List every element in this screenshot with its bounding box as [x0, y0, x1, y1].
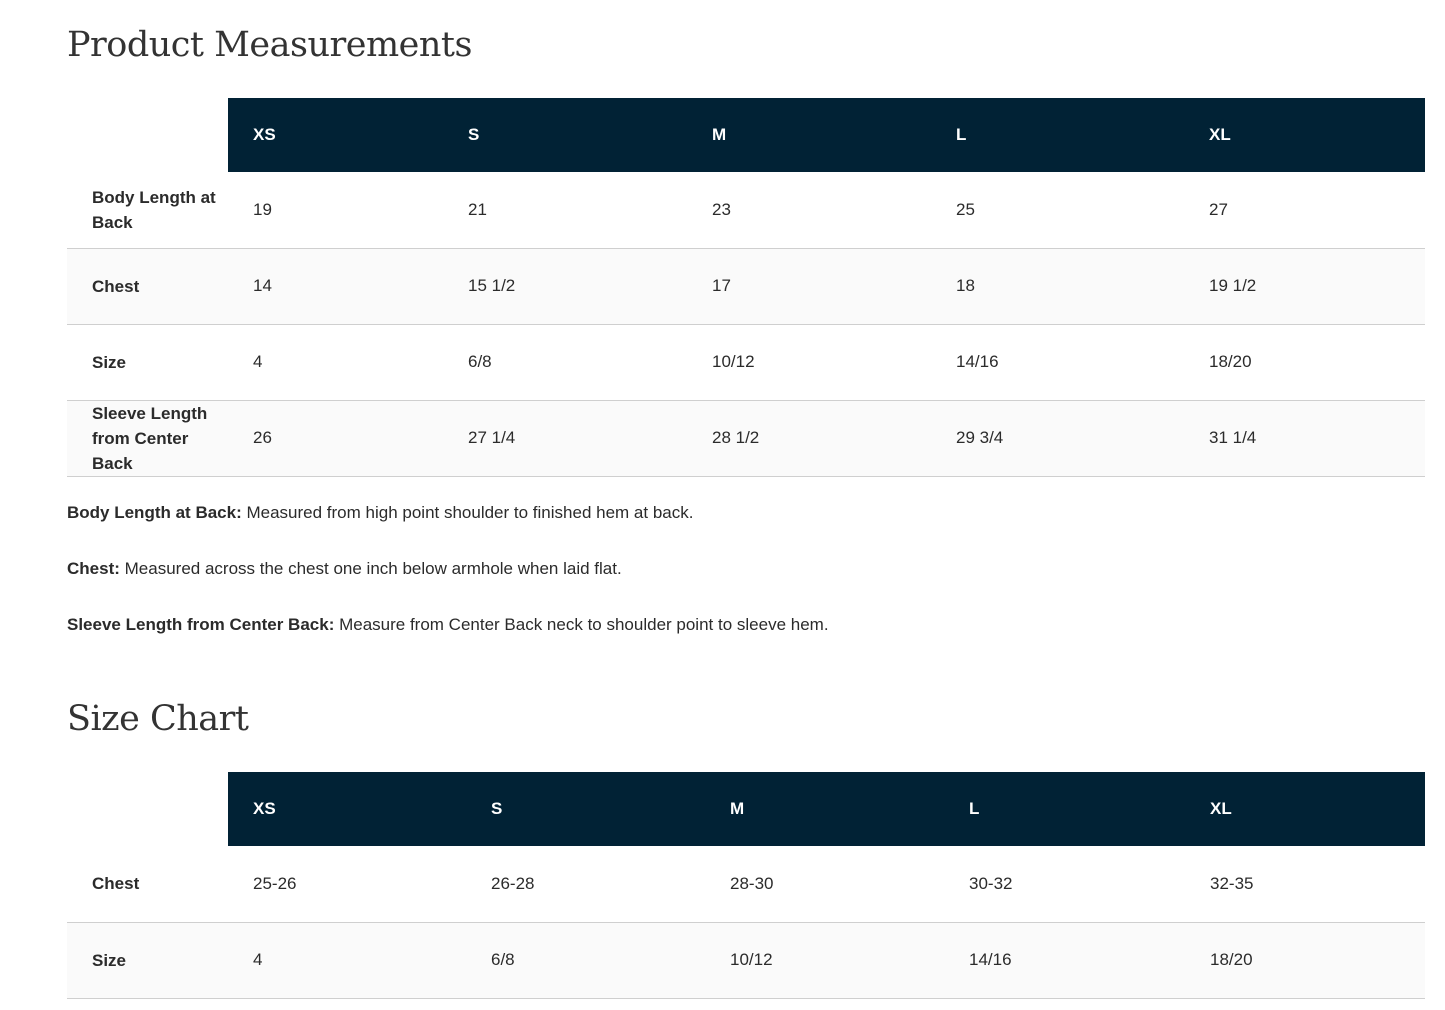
- table-cell: 25-26: [253, 873, 297, 893]
- size-column-header: XS: [228, 98, 443, 172]
- size-column-header: XS: [228, 772, 466, 846]
- table-cell: 19 1/2: [1209, 276, 1257, 295]
- size-column-header: M: [705, 772, 944, 846]
- note-term: Body Length at Back:: [67, 503, 242, 522]
- table-cell: 18/20: [1209, 352, 1252, 371]
- row-label: Size: [92, 352, 127, 372]
- size-column-header: XL: [1185, 772, 1425, 846]
- size-column-header: S: [466, 772, 705, 846]
- table-cell: 27: [1209, 199, 1228, 219]
- table-cell: 21: [468, 199, 487, 219]
- size-column-header: L: [931, 98, 1184, 172]
- table-cell: 28 1/2: [712, 428, 760, 447]
- table-cell: 23: [712, 199, 731, 219]
- note-term: Sleeve Length from Center Back:: [67, 615, 335, 634]
- table-cell: 28-30: [730, 873, 774, 893]
- table-corner-cell: [67, 772, 228, 846]
- table-cell: 4: [253, 950, 263, 969]
- table-cell: 32-35: [1210, 873, 1254, 893]
- row-label: Sleeve Length from Center Back: [92, 403, 208, 473]
- table-cell: 26: [253, 428, 272, 447]
- note-sleeve-length: [67, 614, 1425, 636]
- size-chart-title: Size Chart: [67, 699, 249, 739]
- table-row: [67, 172, 1425, 248]
- table-cell: 15 1/2: [468, 276, 516, 295]
- size-column-header: M: [687, 98, 931, 172]
- table-cell: 30-32: [969, 873, 1013, 893]
- table-cell: 29 3/4: [956, 428, 1004, 447]
- table-corner-cell: [67, 98, 228, 172]
- table-cell: 14/16: [956, 352, 999, 371]
- table-cell: 25: [956, 199, 975, 219]
- table-cell: 6/8: [468, 352, 492, 371]
- table-row: [67, 248, 1425, 324]
- table-header-row: [67, 98, 1425, 172]
- note-body-length: [67, 502, 1425, 524]
- table-cell: 18/20: [1210, 950, 1253, 969]
- size-column-header: S: [443, 98, 687, 172]
- measurement-notes: [67, 502, 1425, 670]
- table-cell: 27 1/4: [468, 428, 516, 447]
- note-term: Chest:: [67, 559, 120, 578]
- note-chest: [67, 558, 1425, 580]
- table-cell: 26-28: [491, 873, 535, 893]
- table-cell: 14: [253, 276, 272, 295]
- table-row: [67, 400, 1425, 476]
- table-cell: 31 1/4: [1209, 428, 1257, 447]
- table-cell: 19: [253, 199, 272, 219]
- product-measurements-title: Product Measurements: [67, 25, 472, 65]
- note-text: Measure from Center Back neck to shoulder point to sleeve hem.: [334, 615, 829, 634]
- row-label: Size: [92, 950, 127, 970]
- table-cell: 17: [712, 276, 731, 295]
- row-label: Chest: [92, 276, 140, 296]
- size-column-header: L: [944, 772, 1185, 846]
- table-header-row: [67, 772, 1425, 846]
- table-cell: 10/12: [712, 352, 755, 371]
- product-measurements-table: [67, 98, 1425, 477]
- table-cell: 14/16: [969, 950, 1012, 969]
- table-cell: 6/8: [491, 950, 515, 969]
- table-row: [67, 922, 1425, 998]
- row-label: Body Length at Back: [92, 187, 216, 232]
- table-cell: 4: [253, 352, 263, 371]
- table-row: [67, 846, 1425, 922]
- size-chart-table: [67, 772, 1425, 999]
- note-text: Measured across the chest one inch below armhole when laid flat.: [119, 559, 622, 578]
- note-text: Measured from high point shoulder to finished hem at back.: [241, 503, 694, 522]
- table-cell: 18: [956, 276, 975, 295]
- table-cell: 10/12: [730, 950, 773, 969]
- size-column-header: XL: [1184, 98, 1425, 172]
- row-label: Chest: [92, 874, 140, 894]
- table-row: [67, 324, 1425, 400]
